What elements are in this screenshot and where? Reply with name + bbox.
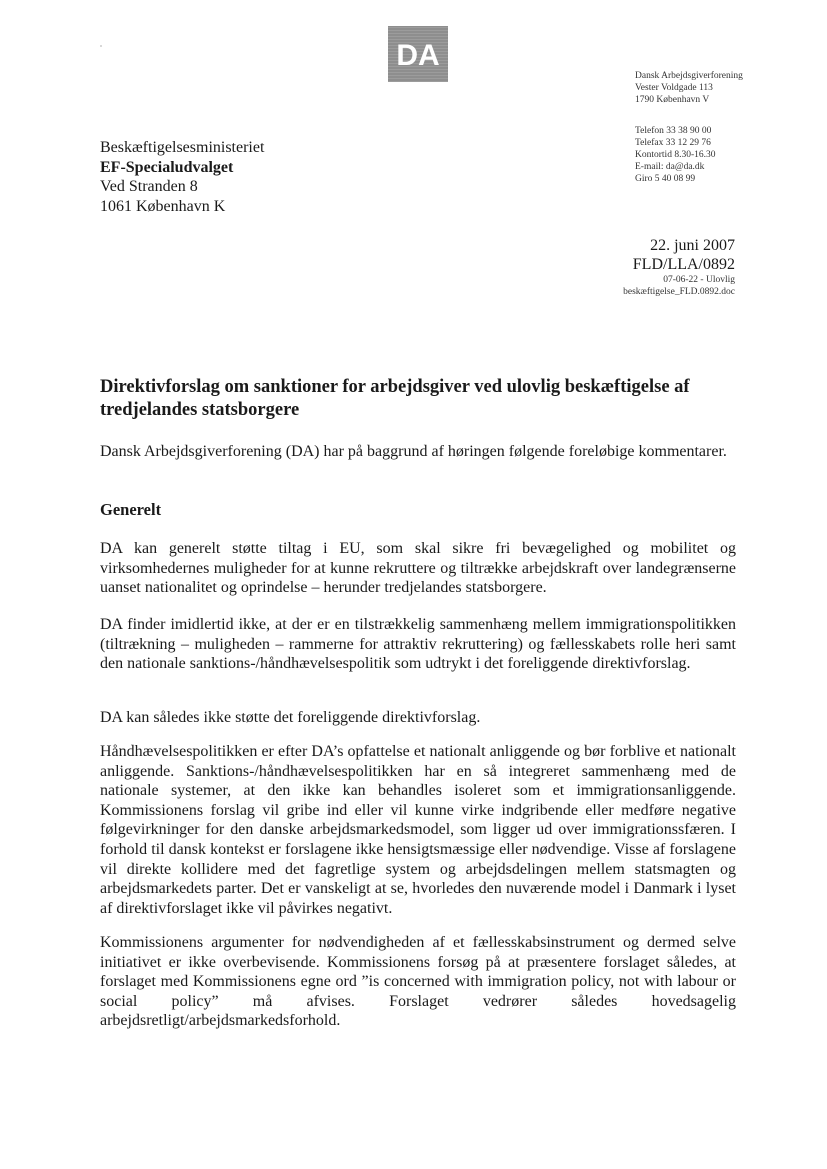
file-name-line-1: 07-06-22 - Ulovlig [663, 275, 735, 285]
section-heading: Generelt [100, 500, 162, 519]
reference-code: FLD/LLA/0892 [632, 256, 735, 273]
contact-hours: Kontortid 8.30-16.30 [635, 150, 716, 160]
document-title: Direktivforslag om sanktioner for arbejdsgiver ved ulovlig beskæftigelse af tredjelandes statsborgere [100, 377, 690, 420]
contact-email: E-mail: da@da.dk [635, 162, 705, 172]
da-logo [388, 26, 448, 82]
sender-street: Vester Voldgade 113 [635, 83, 713, 93]
da-logo-mark [388, 26, 448, 82]
paragraph-3: DA kan således ikke støtte det foreliggende direktivforslag. [100, 709, 481, 726]
sender-city: 1790 København V [635, 95, 710, 105]
recipient-city: 1061 København K [100, 197, 226, 215]
intro-paragraph: Dansk Arbejdsgiverforening (DA) har på baggrund af høringen følgende foreløbige kommentarer. [100, 443, 727, 460]
letter-date: 22. juni 2007 [650, 237, 735, 254]
recipient-street: Ved Stranden 8 [100, 178, 198, 195]
file-name-line-2: beskæftigelse_FLD.0892.doc [623, 287, 735, 297]
paragraph-1: DA kan generelt støtte tiltag i EU, som skal sikre fri bevægelighed og mobilitet og virksomhedernes muligheder for at kunne rekruttere og tiltrække arbejdskraft over landegrænserne uanset nationalitet og oprindelse – herunder tredjelandes statsborgere. [100, 540, 736, 597]
recipient-address [100, 138, 264, 216]
recipient-ministry: Beskæftigelsesministeriet [100, 139, 265, 156]
sender-contact [635, 125, 715, 185]
scan-speck [100, 45, 102, 47]
contact-fax: Telefax 33 12 29 76 [635, 138, 711, 148]
paragraph-2: DA finder imidlertid ikke, at der er en tilstrækkelig sammenhæng mellem immigrationspolitikken (tiltrækning – muligheden – rammerne for attraktiv rekruttering) og fællesskabets rolle heri samt den nationale sanktions-/håndhævelsespolitik som udtrykt i det foreliggende direktivforslag. [100, 616, 736, 673]
paragraph-5: Kommissionens argumenter for nødvendigheden af et fællesskabsinstrument og dermed selve initiativet er ikke overbevisende. Kommissionens forsøg på at præsentere forslaget således, at forslaget med Kommissionens egne ord ”is concerned with immigration policy, not with labour or social policy” må afvises. Forslaget vedrører således hovedsagelig arbejdsretligt/arbejdsmarkedsforhold. [100, 934, 736, 1030]
sender-name: Dansk Arbejdsgiverforening [635, 71, 743, 81]
recipient-committee: EF-Specialudvalget [100, 158, 234, 176]
contact-giro: Giro 5 40 08 99 [635, 174, 696, 184]
contact-phone: Telefon 33 38 90 00 [635, 126, 712, 136]
sender-address [635, 70, 743, 106]
da-logo-text: DA [396, 39, 440, 72]
paragraph-4: Håndhævelsespolitikken er efter DA’s opfattelse et nationalt anliggende og bør forblive et nationalt anliggende. Sanktions-/håndhævelsespolitikken har en så integreret sammenhæng med de nationale systemer, at den ikke kan behandles isoleret som et immigrationsanliggende. Kommissionens forslag vil gribe ind eller vil kunne virke indgribende eller medføre negative følgevirkninger for den danske arbejdsmarkedsmodel, som ligger ud over immigrationssfæren. I forhold til dansk kontekst er forslagene ikke hensigtsmæssige eller nødvendige. Visse af forslagene vil direkte kollidere med det fagretlige system og arbejdsdelingen mellem statsmagten og arbejdsmarkedets parter. Det er vanskeligt at se, hvorledes den nuværende model i Danmark i lyset af direktivforslaget ikke vil påvirkes negativt. [100, 743, 736, 917]
reference-block [623, 236, 735, 298]
